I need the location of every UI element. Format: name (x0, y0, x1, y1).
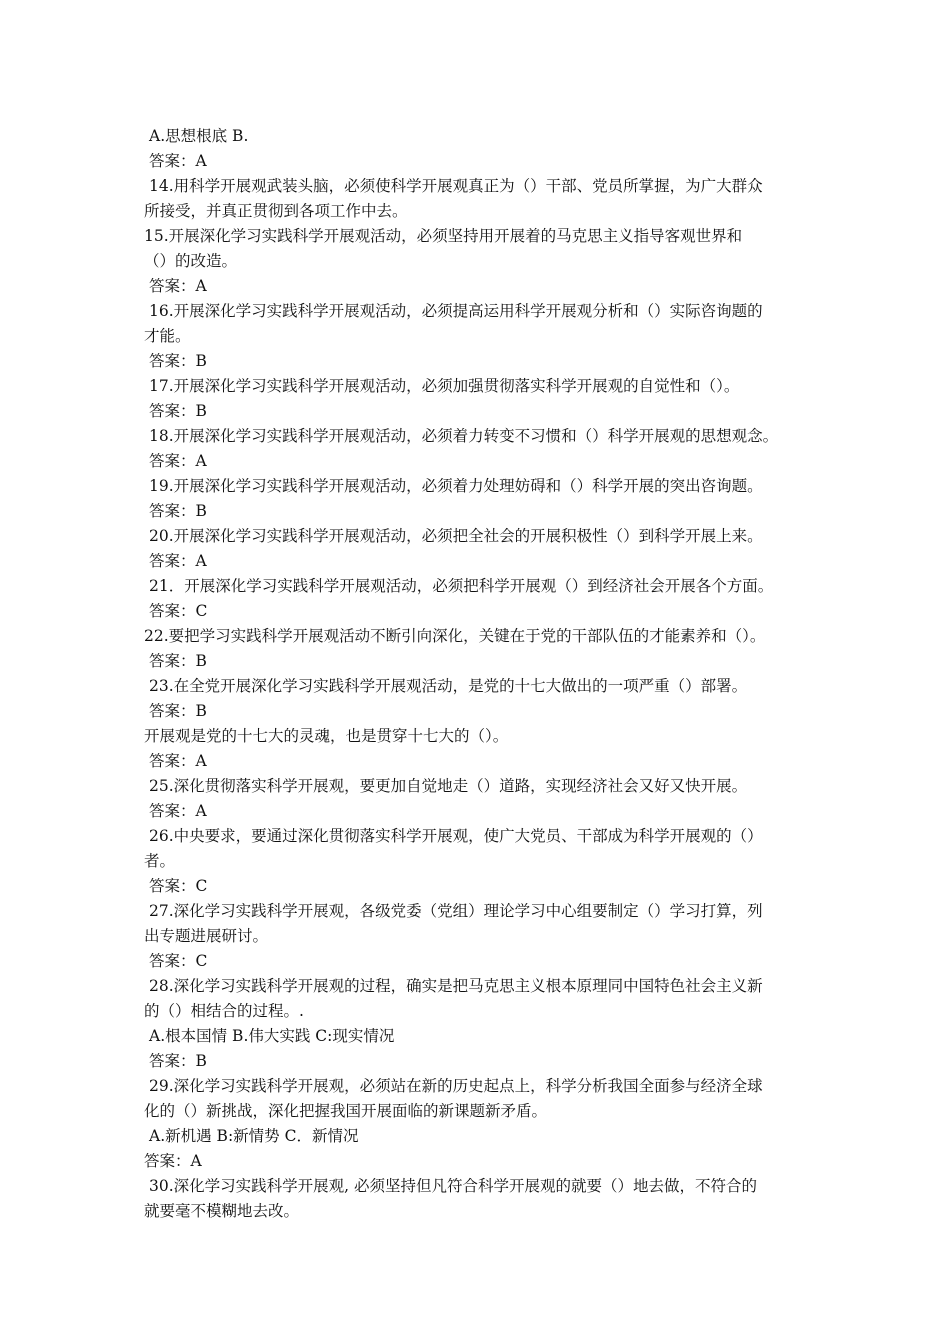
question-16: 16.开展深化学习实践科学开展观活动，必须提高运用科学开展观分析和（）实际咨询题的 (149, 302, 763, 320)
question-19: 19.开展深化学习实践科学开展观活动，必须着力处理妨碍和（）科学开展的突出咨询题。 (149, 477, 763, 495)
question-17: 17.开展深化学习实践科学开展观活动，必须加强贯彻落实科学开展观的自觉性和（）。 (149, 377, 740, 395)
option-line: A.根本国情 B.伟大实践 C:现实情况 (149, 1027, 395, 1045)
answer-line: 答案：B (149, 702, 207, 720)
answer-line: 答案：B (149, 1052, 207, 1070)
answer-line: 答案：A (144, 1152, 202, 1170)
question-30: 30.深化学习实践科学开展观, 必须坚持但凡符合科学开展观的就要（）地去做，不符合的 (149, 1177, 758, 1195)
question-25: 25.深化贯彻落实科学开展观，要更加自觉地走（）道路，实现经济社会又好又快开展。 (149, 777, 748, 795)
answer-line: 答案：A (149, 802, 207, 820)
answer-line: 答案：A (149, 452, 207, 470)
answer-line: 答案：C (149, 602, 208, 620)
question-21: 21．开展深化学习实践科学开展观活动，必须把科学开展观（）到经济社会开展各个方面。 (149, 577, 774, 595)
answer-line: 答案：B (149, 652, 207, 670)
question-16-continued: 才能。 (144, 327, 191, 345)
question-26: 26.中央要求，要通过深化贯彻落实科学开展观，使广大党员、干部成为科学开展观的（） (149, 827, 763, 845)
answer-line: 答案：A (149, 152, 207, 170)
answer-line: 答案：C (149, 952, 208, 970)
question-15: 15.开展深化学习实践科学开展观活动，必须坚持用开展着的马克思主义指导客观世界和 (144, 227, 743, 245)
question-23: 23.在全党开展深化学习实践科学开展观活动，是党的十七大做出的一项严重（）部署。 (149, 677, 748, 695)
question-28: 28.深化学习实践科学开展观的过程，确实是把马克思主义根本原理同中国特色社会主义新 (149, 977, 763, 995)
question-29: 29.深化学习实践科学开展观，必须站在新的历史起点上，科学分析我国全面参与经济全球 (149, 1077, 763, 1095)
question-28-continued: 的（）相结合的过程。. (144, 1002, 304, 1020)
question-30-continued: 就要毫不模糊地去改。 (144, 1202, 300, 1220)
question-26-continued: 者。 (144, 852, 176, 870)
question-20: 20.开展深化学习实践科学开展观活动，必须把全社会的开展积极性（）到科学开展上来。 (149, 527, 763, 545)
question-14: 14.用科学开展观武装头脑，必须使科学开展观真正为（）干部、党员所掌握，为广大群众 (149, 177, 763, 195)
question-24: 开展观是党的十七大的灵魂，也是贯穿十七大的（）。 (144, 727, 509, 745)
option-line: A.思想根底 B. (149, 127, 249, 145)
answer-line: 答案：A (149, 752, 207, 770)
answer-line: 答案：C (149, 877, 208, 895)
answer-line: 答案：A (149, 277, 207, 295)
question-27-continued: 出专题进展研讨。 (144, 927, 269, 945)
question-27: 27.深化学习实践科学开展观，各级党委（党组）理论学习中心组要制定（）学习打算，列 (149, 902, 763, 920)
question-29-continued: 化的（）新挑战，深化把握我国开展面临的新课题新矛盾。 (144, 1102, 548, 1120)
option-line: A.新机遇 B:新情势 C．新情况 (149, 1127, 359, 1145)
answer-line: 答案：B (149, 352, 207, 370)
question-18: 18.开展深化学习实践科学开展观活动，必须着力转变不习惯和（）科学开展观的思想观念。 (149, 427, 779, 445)
question-15-continued: （）的改造。 (144, 252, 238, 270)
question-22: 22.要把学习实践科学开展观活动不断引向深化，关键在于党的干部队伍的才能素养和（）。 (144, 627, 766, 645)
question-14-continued: 所接受，并真正贯彻到各项工作中去。 (144, 202, 408, 220)
answer-line: 答案：A (149, 552, 207, 570)
answer-line: 答案：B (149, 502, 207, 520)
document-body (0, 124, 950, 1224)
answer-line: 答案：B (149, 402, 207, 420)
